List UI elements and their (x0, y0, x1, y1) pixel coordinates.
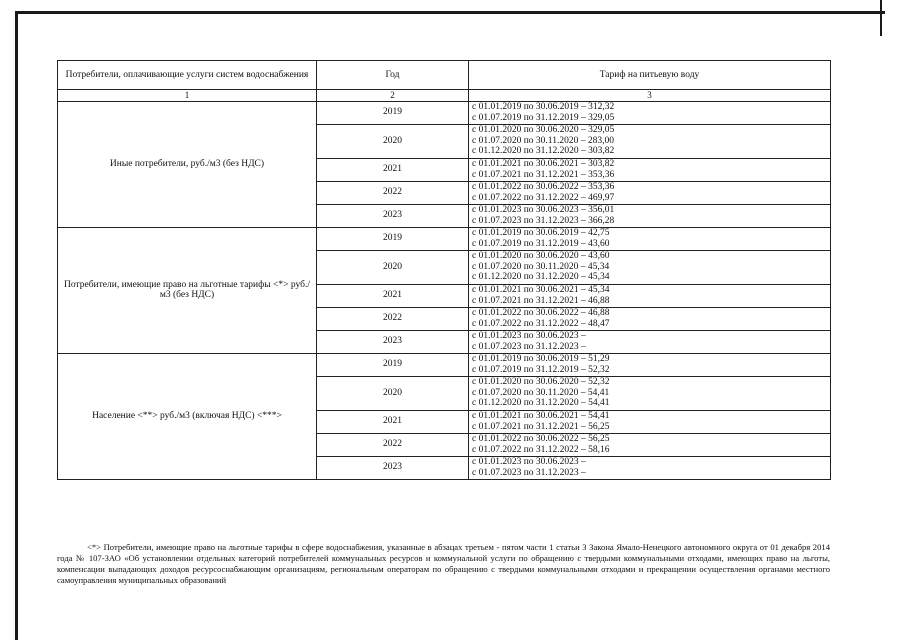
tariff-cell (469, 284, 831, 307)
tariff-cell (469, 250, 831, 284)
year-cell: 2021 (317, 410, 469, 433)
year-cell: 2019 (317, 227, 469, 250)
tariff-period: с 01.07.2019 по 31.12.2019 – 329,05 (472, 112, 615, 123)
tariff-cell (469, 410, 831, 433)
consumer-category: Иные потребители, руб./м3 (без НДС) (58, 101, 317, 227)
tariff-cell (469, 456, 831, 479)
column-number: 2 (317, 90, 469, 102)
tariff-period: с 01.01.2022 по 30.06.2022 – 353,36 (472, 182, 615, 192)
tariff-table (57, 60, 831, 480)
tariff-period: с 01.01.2021 по 30.06.2021 – 54,41 (472, 411, 610, 421)
tariff-cell (469, 227, 831, 250)
footnote (57, 542, 830, 586)
page-frame-left (15, 12, 18, 640)
tariff-period: с 01.07.2020 по 30.11.2020 – 283,00 (472, 135, 614, 146)
year-cell: 2023 (317, 456, 469, 479)
header-consumers: Потребители, оплачивающие услуги систем водоснабжения (58, 61, 317, 90)
year-cell: 2022 (317, 307, 469, 330)
tariff-period: с 01.01.2019 по 30.06.2019 – 42,75 (472, 228, 610, 238)
column-number: 1 (58, 90, 317, 102)
year-cell: 2021 (317, 284, 469, 307)
tariff-period: с 01.07.2022 по 31.12.2022 – 48,47 (472, 318, 610, 329)
tariff-cell (469, 307, 831, 330)
tariff-period: с 01.01.2022 по 30.06.2022 – 56,25 (472, 434, 610, 444)
year-cell: 2020 (317, 124, 469, 158)
tariff-period: с 01.12.2020 по 31.12.2020 – 303,82 (472, 146, 615, 157)
tariff-period: с 01.12.2020 по 31.12.2020 – 45,34 (472, 272, 610, 283)
tariff-period: с 01.01.2020 по 30.06.2020 – 43,60 (472, 251, 610, 262)
tariff-period: с 01.01.2021 по 30.06.2021 – 45,34 (472, 285, 610, 295)
consumer-category: Население <**> руб./м3 (включая НДС) <***> (58, 353, 317, 479)
header-tariff: Тариф на питьевую воду (469, 61, 831, 90)
page-frame-top (15, 11, 885, 14)
tariff-period: с 01.01.2023 по 30.06.2023 – (472, 457, 586, 467)
year-cell: 2023 (317, 330, 469, 353)
year-cell: 2020 (317, 250, 469, 284)
tariff-period: с 01.07.2021 по 31.12.2021 – 353,36 (472, 169, 615, 180)
tariff-period: с 01.07.2022 по 31.12.2022 – 469,97 (472, 192, 615, 203)
table-row (58, 101, 831, 124)
tariff-cell (469, 204, 831, 227)
year-cell: 2022 (317, 433, 469, 456)
year-cell: 2022 (317, 181, 469, 204)
tariff-period: с 01.12.2020 по 31.12.2020 – 54,41 (472, 398, 610, 409)
column-number-row (58, 90, 831, 102)
tariff-period: с 01.01.2023 по 30.06.2023 – 356,01 (472, 205, 615, 215)
header-year: Год (317, 61, 469, 90)
year-cell: 2020 (317, 376, 469, 410)
tariff-cell (469, 158, 831, 181)
tariff-table-body (58, 61, 831, 480)
tariff-period: с 01.01.2020 по 30.06.2020 – 52,32 (472, 377, 610, 388)
tariff-period: с 01.07.2020 по 30.11.2020 – 54,41 (472, 387, 610, 398)
tariff-period: с 01.07.2021 по 31.12.2021 – 46,88 (472, 295, 610, 306)
tariff-period: с 01.01.2021 по 30.06.2021 – 303,82 (472, 159, 615, 169)
tariff-cell (469, 330, 831, 353)
year-cell: 2021 (317, 158, 469, 181)
tariff-period: с 01.01.2019 по 30.06.2019 – 51,29 (472, 354, 610, 364)
tariff-cell (469, 353, 831, 376)
page-frame-right (880, 0, 882, 36)
table-row (58, 227, 831, 250)
year-cell: 2019 (317, 101, 469, 124)
tariff-period: с 01.01.2023 по 30.06.2023 – (472, 331, 586, 341)
table-header-row (58, 61, 831, 90)
tariff-period: с 01.07.2022 по 31.12.2022 – 58,16 (472, 444, 610, 455)
tariff-cell (469, 376, 831, 410)
year-cell: 2023 (317, 204, 469, 227)
tariff-cell (469, 101, 831, 124)
consumer-category: Потребители, имеющие право на льготные тарифы <*> руб./м3 (без НДС) (58, 227, 317, 353)
tariff-period: с 01.01.2019 по 30.06.2019 – 312,32 (472, 102, 615, 112)
tariff-period: с 01.01.2022 по 30.06.2022 – 46,88 (472, 308, 610, 318)
tariff-period: с 01.07.2019 по 31.12.2019 – 43,60 (472, 238, 610, 249)
tariff-cell (469, 433, 831, 456)
tariff-period: с 01.07.2019 по 31.12.2019 – 52,32 (472, 364, 610, 375)
tariff-period: с 01.07.2023 по 31.12.2023 – 366,28 (472, 215, 615, 226)
tariff-period: с 01.07.2021 по 31.12.2021 – 56,25 (472, 421, 610, 432)
tariff-period: с 01.07.2023 по 31.12.2023 – (472, 341, 586, 352)
tariff-period: с 01.01.2020 по 30.06.2020 – 329,05 (472, 125, 615, 136)
tariff-cell (469, 124, 831, 158)
tariff-period: с 01.07.2020 по 30.11.2020 – 45,34 (472, 261, 610, 272)
year-cell: 2019 (317, 353, 469, 376)
tariff-period: с 01.07.2023 по 31.12.2023 – (472, 467, 586, 478)
footnote-text: <*> Потребители, имеющие право на льготные тарифы в сфере водоснабжения, указанные в абзацах третьем - пятом части 1 статьи 3 Закона Ямало-Ненецкого автономного округа от 01 декабря 2014 года № 107-ЗАО «Об установлении отдельных категорий потребителей коммунальных ресурсов и коммунальной услуги по обращению с твердыми коммунальными отходами, имеющих право на льготы, компенсации выпадающих доходов ресурсоснабжающим организациям, региональным операторам по обращению с твердыми коммунальными отходами и прекращении осуществления органами местного самоуправления муниципальных образований (57, 542, 830, 585)
table-row (58, 353, 831, 376)
tariff-cell (469, 181, 831, 204)
column-number: 3 (469, 90, 831, 102)
